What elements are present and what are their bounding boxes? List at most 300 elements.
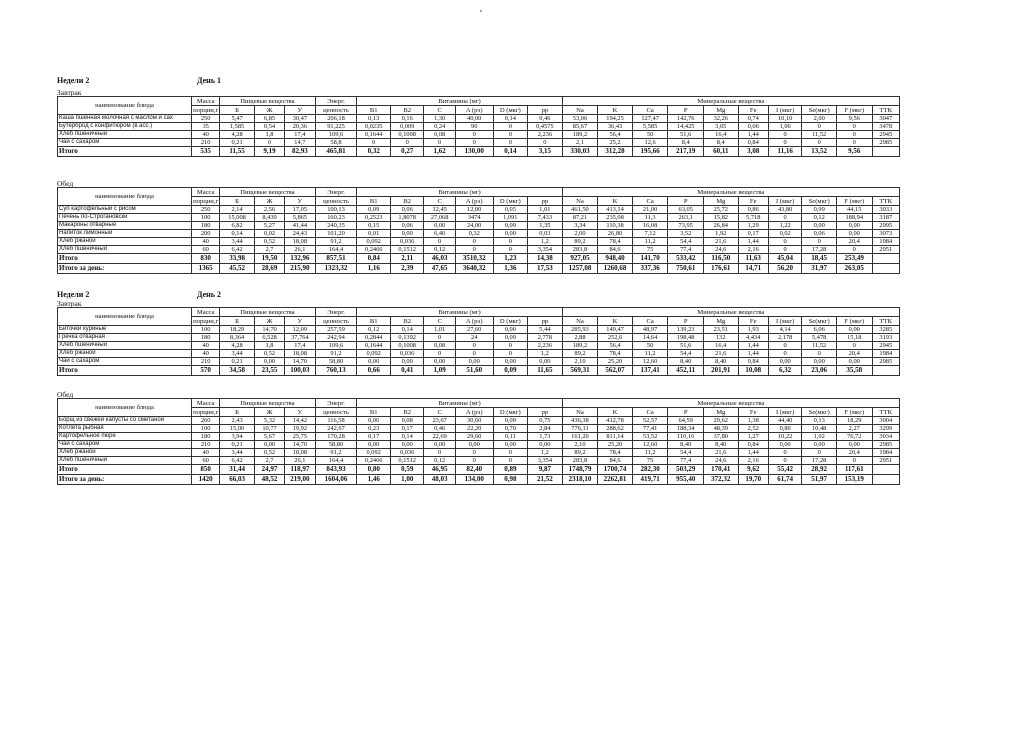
table-cell: 0,17 [390, 425, 424, 433]
table-cell: 40 [192, 350, 220, 358]
table-cell: 0,00 [390, 441, 424, 449]
scan-speck [480, 10, 482, 12]
col-subheader: порции,г [193, 317, 219, 325]
table-cell: 1,44 [738, 449, 768, 457]
table-cell: 1,92 [704, 230, 739, 238]
table-cell: 12,45 [424, 206, 455, 214]
total-cell [872, 366, 899, 376]
table-cell: 1,38 [738, 417, 768, 425]
table-cell: 0,00 [802, 358, 837, 366]
header-row [58, 399, 900, 408]
table-cell: 60 [192, 246, 220, 254]
table-cell: 8,40 [668, 358, 704, 366]
total-cell [872, 254, 899, 264]
col-subheader: ТТК [872, 408, 899, 417]
col-subheader: B1 [357, 317, 391, 326]
total-cell: 56,20 [768, 264, 802, 274]
table-cell: 283,8 [562, 246, 598, 254]
table-cell: 2,88 [562, 334, 598, 342]
menu-table-day2-breakfast [57, 307, 900, 376]
total-cell: 1,16 [357, 264, 391, 274]
table-cell: 24,00 [455, 222, 493, 230]
table-cell: 180 [192, 334, 220, 342]
total-cell: 28,69 [254, 264, 284, 274]
table-cell: 142,76 [668, 115, 704, 123]
total-cell: 19,70 [738, 475, 768, 485]
table-cell: 0 [493, 342, 528, 350]
total-cell: 927,05 [562, 254, 598, 264]
table-cell: 200 [192, 230, 220, 238]
table-row [58, 417, 900, 425]
table-cell: 0,00 [424, 441, 455, 449]
col-header-mass: Масса [192, 97, 220, 106]
table-cell: 30,47 [285, 115, 315, 123]
total-cell: 130,00 [455, 147, 493, 157]
table-cell: 1,8078 [390, 214, 424, 222]
col-header-energy: Энерг. [315, 308, 357, 317]
col-subheader: A (рэ) [455, 317, 493, 326]
col-subheader: C [424, 408, 455, 417]
table-cell: 2,236 [528, 342, 563, 350]
col-subheader: У [285, 106, 315, 115]
col-header-nutrients: Пищевые вещества [220, 308, 315, 317]
table-cell: 0 [493, 350, 528, 358]
table-cell: 132 [704, 334, 739, 342]
table-cell: 0,12 [424, 457, 455, 465]
total-cell: 215,90 [285, 264, 315, 274]
total-row [58, 254, 900, 264]
table-cell: 8,40 [704, 441, 739, 449]
table-cell: 0,09 [357, 206, 391, 214]
table-cell: 257,59 [315, 326, 357, 334]
table-cell: 0 [768, 131, 802, 139]
total-cell: 48,52 [254, 475, 284, 485]
col-subheader: B2 [390, 317, 424, 326]
table-cell: 0,01 [357, 230, 391, 238]
table-cell: 0,52 [254, 449, 284, 457]
table-cell: 413,14 [598, 206, 633, 214]
col-subheader: D (мкг) [493, 106, 528, 115]
table-cell: 2985 [872, 441, 899, 449]
total-label: Итого за день: [58, 475, 192, 485]
table-cell: 25,75 [285, 433, 315, 441]
total-row [58, 366, 900, 376]
table-cell: 0 [836, 123, 872, 131]
header-row [58, 188, 900, 197]
col-header-name: наименование блюда [58, 308, 192, 326]
total-cell: 34,58 [220, 366, 255, 376]
col-subheader: P [668, 408, 704, 417]
total-cell: 9,19 [254, 147, 284, 157]
table-row [58, 131, 900, 139]
table-cell: 0,0235 [357, 123, 391, 131]
total-cell [872, 264, 899, 274]
table-cell: 0 [836, 139, 872, 147]
table-cell: 3047 [872, 115, 899, 123]
total-cell: 10,08 [738, 366, 768, 376]
menu-table-day2-lunch [57, 398, 900, 485]
col-subheader: Mg [704, 197, 739, 206]
table-cell: 0,00 [802, 441, 837, 449]
table-cell: 180 [192, 222, 220, 230]
table-cell: 11,2 [632, 350, 668, 358]
table-cell: 210 [192, 441, 220, 449]
table-cell: 26,1 [285, 457, 315, 465]
table-cell: 2,16 [738, 457, 768, 465]
table-cell: 285,93 [562, 326, 598, 334]
total-cell: 562,07 [598, 366, 633, 376]
table-cell: 37,764 [285, 334, 315, 342]
total-cell: 3,08 [738, 147, 768, 157]
table-cell: 0,1644 [357, 131, 391, 139]
table-cell: 0,05 [493, 206, 528, 214]
total-cell: 419,71 [632, 475, 668, 485]
table-cell: 0,02 [254, 230, 284, 238]
table-cell: 2,00 [562, 230, 598, 238]
col-subheader: I (мкг) [768, 106, 802, 115]
total-cell: 0,27 [390, 147, 424, 157]
table-cell: 0,00 [528, 441, 563, 449]
col-subheader: K [598, 408, 633, 417]
table-cell: 164,4 [315, 457, 357, 465]
table-row [58, 326, 900, 334]
table-cell: 2,56 [254, 206, 284, 214]
total-cell: 11,65 [528, 366, 563, 376]
total-row [58, 465, 900, 475]
table-cell: 14,70 [285, 441, 315, 449]
total-cell [872, 475, 899, 485]
table-cell: 436,38 [562, 417, 598, 425]
table-cell: 41,44 [285, 222, 315, 230]
table-row [58, 222, 900, 230]
table-cell: 20,36 [285, 123, 315, 131]
total-cell: 0,98 [493, 475, 528, 485]
table-cell: 260 [192, 417, 220, 425]
total-cell: 0,59 [390, 465, 424, 475]
col-subheader: Ca [632, 408, 668, 417]
table-cell: 0 [802, 449, 837, 457]
table-cell: 78,4 [598, 350, 633, 358]
col-subheader: Na [562, 197, 598, 206]
table-cell: 5,67 [254, 433, 284, 441]
col-subheader: порции,г [193, 106, 219, 114]
total-cell: 176,61 [704, 264, 739, 274]
table-cell: 6,42 [220, 457, 255, 465]
table-cell: 58,80 [315, 441, 357, 449]
dish-name: Печень по-Строгановски [58, 214, 192, 222]
table-cell: 90 [455, 123, 493, 131]
col-subheader: Mg [704, 106, 739, 115]
table-cell: 25,2 [598, 139, 633, 147]
table-cell: 5,478 [802, 334, 837, 342]
table-cell: 250 [192, 115, 220, 123]
table-cell: 2,43 [220, 417, 255, 425]
table-cell: 0,86 [738, 206, 768, 214]
total-cell: 51,60 [455, 366, 493, 376]
total-cell: 1,36 [493, 264, 528, 274]
table-cell: 1,01 [424, 326, 455, 334]
table-cell: 0,00 [390, 230, 424, 238]
table-cell: 0 [768, 246, 802, 254]
total-cell: 9,62 [738, 465, 768, 475]
table-cell: 17,05 [285, 206, 315, 214]
table-cell: 0,17 [738, 230, 768, 238]
col-subheader: Se(мкг) [802, 408, 837, 417]
table-cell: 3,44 [220, 238, 255, 246]
total-cell: 9,56 [836, 147, 872, 157]
table-cell: 0,52 [254, 350, 284, 358]
header-row [58, 97, 900, 106]
table-cell: 75 [632, 457, 668, 465]
table-cell: 0 [455, 342, 493, 350]
table-cell: 63,05 [668, 206, 704, 214]
table-cell: 160,23 [315, 214, 357, 222]
table-cell: 1,44 [738, 131, 768, 139]
col-subheader: Mg [704, 408, 739, 417]
total-cell: 1,62 [424, 147, 455, 157]
total-cell: 35,58 [836, 366, 872, 376]
total-cell: 24,97 [254, 465, 284, 475]
total-cell: 263,05 [836, 264, 872, 274]
table-cell: 188,34 [668, 425, 704, 433]
table-cell: 3073 [872, 230, 899, 238]
table-cell: 8,364 [220, 334, 255, 342]
table-cell: 10,77 [254, 425, 284, 433]
table-cell: 0,84 [738, 139, 768, 147]
dish-name: Биточки куриные [58, 326, 192, 334]
col-subheader: D (мкг) [493, 317, 528, 326]
table-cell: 0,00 [424, 222, 455, 230]
table-cell: 3285 [872, 326, 899, 334]
table-cell: 0,2523 [357, 214, 391, 222]
table-cell: 0,036 [390, 449, 424, 457]
total-cell: 137,41 [632, 366, 668, 376]
table-cell: 18,08 [285, 449, 315, 457]
col-subheader: B1 [357, 197, 391, 206]
table-cell: 0,2844 [357, 334, 391, 342]
table-cell: 252,6 [598, 334, 633, 342]
col-subheader: Mg [704, 317, 739, 326]
table-cell: 21,6 [704, 238, 739, 246]
table-cell: 24,43 [285, 230, 315, 238]
table-cell: 180 [192, 433, 220, 441]
table-cell: 0 [802, 350, 837, 358]
dish-name: Макароны отварные [58, 222, 192, 230]
table-cell: 2945 [872, 342, 899, 350]
table-cell: 6,528 [254, 334, 284, 342]
table-cell: 0,32 [455, 230, 493, 238]
table-cell: 35 [192, 123, 220, 131]
total-cell: 11,16 [768, 147, 802, 157]
table-row [58, 206, 900, 214]
total-cell [872, 465, 899, 475]
dish-name: Котлета рыбная [58, 425, 192, 433]
total-cell: 850 [192, 465, 220, 475]
table-cell: 235,08 [598, 214, 633, 222]
col-subheader: ТТК [872, 197, 899, 206]
table-cell: 0,12 [424, 246, 455, 254]
table-row [58, 425, 900, 433]
total-cell: 330,03 [562, 147, 598, 157]
total-cell: 0,32 [357, 147, 391, 157]
table-row [58, 342, 900, 350]
table-cell: 164,4 [315, 246, 357, 254]
table-cell: 0,84 [738, 441, 768, 449]
table-cell: 0,46 [528, 115, 563, 123]
total-cell: 19,50 [254, 254, 284, 264]
table-cell: 1,585 [220, 123, 255, 131]
table-cell: 3033 [872, 206, 899, 214]
dish-name: Каша пшённая молочная с маслом и сах [58, 115, 192, 123]
total-cell: 955,40 [668, 475, 704, 485]
dish-name: Чай с сахаром [58, 441, 192, 449]
col-subheader: ТТК [872, 317, 899, 326]
col-header-mass: Масса [192, 308, 220, 317]
table-cell: 91,2 [315, 238, 357, 246]
table-cell: 0,1008 [390, 342, 424, 350]
meal-label: Обед [57, 390, 74, 399]
table-cell: 161,20 [562, 433, 598, 441]
table-cell: 14,64 [632, 334, 668, 342]
total-cell: 14,38 [528, 254, 563, 264]
table-cell: 43,80 [768, 206, 802, 214]
col-subheader: P [668, 317, 704, 326]
total-label: Итого [58, 254, 192, 264]
table-cell: 18,29 [220, 326, 255, 334]
table-cell: 25,20 [598, 441, 633, 449]
total-cell: 1420 [192, 475, 220, 485]
table-cell: 0,06 [357, 417, 391, 425]
table-cell: 1,8 [254, 342, 284, 350]
table-cell: 2,16 [738, 246, 768, 254]
table-cell: 1,22 [768, 222, 802, 230]
table-cell: 20,4 [836, 350, 872, 358]
col-header-vitamins: Витамины (мг) [357, 399, 562, 408]
table-cell: 54,4 [668, 238, 704, 246]
col-subheader: K [598, 197, 633, 206]
table-cell: 64,59 [668, 417, 704, 425]
col-subheader: ценность [315, 197, 357, 206]
total-cell: 118,97 [285, 465, 315, 475]
table-cell: 91,225 [315, 123, 357, 131]
table-cell: 25,20 [598, 358, 633, 366]
table-cell: 189,2 [562, 131, 598, 139]
table-cell: 0 [768, 238, 802, 246]
col-subheader: F (мкг) [836, 197, 872, 206]
table-cell: 2,236 [528, 131, 563, 139]
total-cell: 219,00 [285, 475, 315, 485]
col-subheader: порции,г [193, 408, 219, 416]
col-subheader: рр [528, 106, 563, 115]
total-cell: 1,23 [493, 254, 528, 264]
table-cell: 0,06 [802, 230, 837, 238]
total-label: Итого [58, 366, 192, 376]
table-cell: 0,74 [738, 115, 768, 123]
table-cell: 5,718 [738, 214, 768, 222]
table-cell: 60 [192, 457, 220, 465]
table-cell: 6,06 [802, 326, 837, 334]
table-cell: 0,70 [493, 425, 528, 433]
table-cell: 87,21 [562, 214, 598, 222]
total-cell: 46,03 [424, 254, 455, 264]
table-cell: 0,1008 [390, 131, 424, 139]
table-cell: 2,178 [768, 334, 802, 342]
table-row [58, 457, 900, 465]
table-cell: 3,354 [528, 246, 563, 254]
table-cell: 2,52 [738, 425, 768, 433]
menu-table-day1-lunch [57, 187, 900, 274]
table-cell: 2985 [872, 139, 899, 147]
total-cell: 1260,68 [598, 264, 633, 274]
table-cell: 240,35 [315, 222, 357, 230]
table-cell: 0 [357, 139, 391, 147]
table-cell: 12,60 [632, 358, 668, 366]
total-cell: 18,45 [802, 254, 837, 264]
table-cell: 11,52 [802, 131, 837, 139]
total-label: Итого [58, 465, 192, 475]
table-cell: 20,4 [836, 238, 872, 246]
total-cell: 1323,32 [315, 264, 357, 274]
total-cell: 1604,06 [315, 475, 357, 485]
table-row [58, 246, 900, 254]
table-cell: 2,27 [836, 425, 872, 433]
table-cell: 0,12 [357, 326, 391, 334]
table-cell: 10,10 [768, 115, 802, 123]
table-cell: 0,036 [390, 238, 424, 246]
total-cell: 0,09 [493, 366, 528, 376]
total-cell: 55,42 [768, 465, 802, 475]
col-subheader: Na [562, 408, 598, 417]
table-cell: 242,94 [315, 334, 357, 342]
table-cell: 0,84 [738, 358, 768, 366]
col-header-minerals: Минеральные вещества [562, 308, 899, 317]
total-cell: 282,30 [632, 465, 668, 475]
table-cell: 18,08 [285, 238, 315, 246]
table-row [58, 115, 900, 123]
table-cell: 40 [192, 342, 220, 350]
table-cell: 194,25 [598, 115, 633, 123]
table-cell: 0 [528, 139, 563, 147]
table-cell: 100 [192, 326, 220, 334]
table-cell: 0,092 [357, 350, 391, 358]
week-label: Недели 2 [57, 76, 90, 85]
table-cell: 2951 [872, 246, 899, 254]
table-cell: 0 [455, 457, 493, 465]
table-row [58, 123, 900, 131]
col-subheader: Fe [738, 317, 768, 326]
col-subheader: ценность [315, 317, 357, 326]
table-cell: 5,27 [254, 222, 284, 230]
table-cell: 0,13 [802, 417, 837, 425]
table-cell: 2995 [872, 222, 899, 230]
dish-name: Хлеб ржаной [58, 238, 192, 246]
total-cell: 134,00 [455, 475, 493, 485]
table-cell: 1,06 [768, 123, 802, 131]
col-subheader: Se(мкг) [802, 106, 837, 115]
total-cell: 217,19 [668, 147, 704, 157]
table-cell: 0,2466 [357, 457, 391, 465]
table-cell: 89,2 [562, 449, 598, 457]
total-cell: 0,80 [357, 465, 391, 475]
table-cell: 3,05 [704, 123, 739, 131]
total-cell: 45,52 [220, 264, 255, 274]
total-label: Итого за день: [58, 264, 192, 274]
col-subheader: порции,г [193, 197, 219, 205]
table-cell: 21,00 [632, 206, 668, 214]
table-cell: 8,40 [668, 441, 704, 449]
table-cell: 23,67 [424, 417, 455, 425]
total-cell: 21,52 [528, 475, 563, 485]
